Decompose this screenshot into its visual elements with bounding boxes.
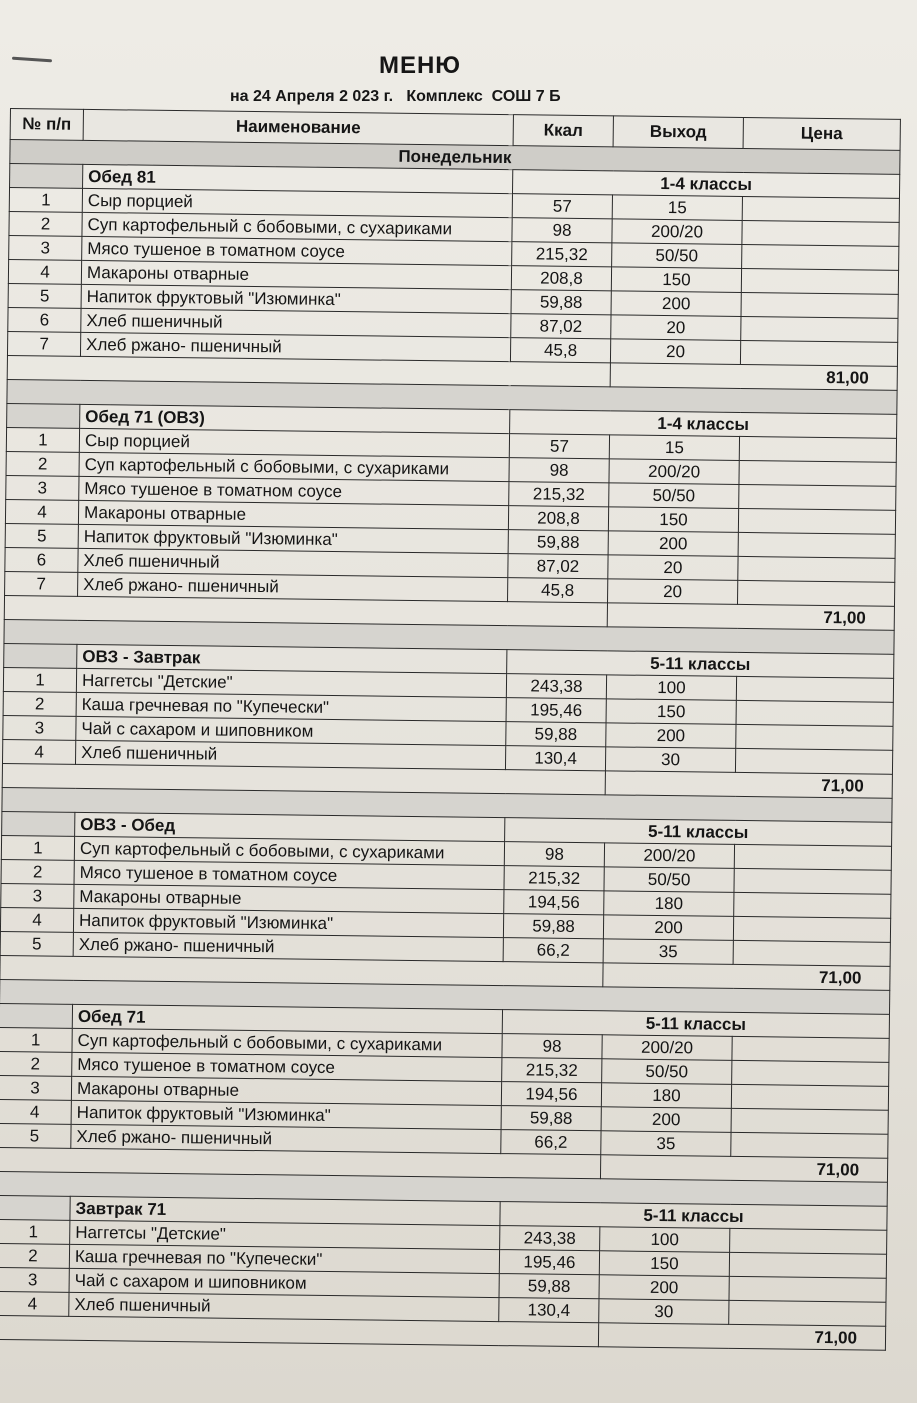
section-title: Обед 71 [72,1004,502,1033]
section-num-cell [0,1195,70,1220]
item-kcal: 208,8 [508,506,608,531]
item-output: 50/50 [604,867,734,893]
item-price [731,1108,888,1134]
item-output: 100 [606,675,736,701]
item-price [733,940,890,966]
item-kcal: 215,32 [512,242,612,267]
item-output: 150 [608,507,738,533]
item-kcal: 57 [509,434,609,459]
header-price: Цена [743,117,900,150]
item-output: 200 [599,1275,729,1301]
item-name: Хлеб ржано- пшеничный [78,572,508,601]
header-kcal: Ккал [513,115,613,147]
menu-table [0,108,901,1351]
item-kcal: 130,4 [499,1298,599,1323]
section-total-price: 81,00 [610,363,897,391]
item-kcal: 98 [502,1034,602,1059]
item-price [729,1300,886,1326]
item-number: 6 [5,547,78,572]
item-name: Наггетсы "Детские" [70,1220,500,1249]
item-number: 1 [0,1027,72,1052]
item-number: 1 [3,667,76,692]
item-kcal: 59,88 [511,290,611,315]
item-name: Чай с сахаром и шиповником [69,1268,499,1297]
page-title: МЕНЮ [378,52,462,79]
item-price [733,916,890,942]
item-output: 200 [608,531,738,557]
item-output: 35 [601,1131,731,1157]
item-kcal: 194,56 [504,890,604,915]
item-name: Хлеб ржано- пшеничный [71,1124,501,1153]
item-kcal: 195,46 [499,1250,599,1275]
item-name: Каша гречневая по "Купечески" [69,1244,499,1273]
item-number: 3 [3,715,76,740]
item-output: 15 [612,195,742,221]
menu-body [0,140,900,1351]
item-output: 200 [606,723,736,749]
item-name: Напиток фруктовый "Изюминка" [81,284,511,313]
item-price [742,220,899,246]
item-output: 200 [603,915,733,941]
item-number: 2 [9,211,82,236]
section-num-cell [7,403,80,428]
section-grade: 1-4 классы [510,410,897,439]
item-number: 2 [0,1051,72,1076]
day-label: Понедельник [10,140,900,175]
item-name: Суп картофельный с бобовыми, с сухариками [79,452,509,481]
item-number: 2 [0,1243,70,1268]
item-name: Хлеб пшеничный [81,308,511,337]
item-kcal: 59,88 [506,722,606,747]
item-output: 20 [610,339,740,365]
item-name: Чай с сахаром и шиповником [76,716,506,745]
item-name: Напиток фруктовый "Изюминка" [73,908,503,937]
item-number: 4 [2,739,75,764]
item-name: Хлеб пшеничный [78,548,508,577]
item-name: Каша гречневая по "Купечески" [76,692,506,721]
item-output: 20 [607,579,737,605]
section-grade: 5-11 классы [500,1202,887,1231]
item-name: Мясо тушеное в томатном соусе [79,476,509,505]
item-output: 30 [599,1299,729,1325]
item-price [742,244,899,270]
item-number: 4 [5,499,78,524]
item-price [739,436,896,462]
item-price [735,748,892,774]
item-output: 100 [600,1227,730,1253]
item-name: Мясо тушеное в томатном соусе [82,236,512,265]
header-output: Выход [613,116,743,149]
item-number: 4 [0,1099,71,1124]
item-name: Мясо тушеное в томатном соусе [72,1052,502,1081]
item-output: 30 [605,747,735,773]
item-price [738,556,895,582]
item-number: 2 [3,691,76,716]
item-output: 200 [601,1107,731,1133]
item-number: 4 [0,1291,69,1316]
item-name: Суп картофельный с бобовыми, с сухариками [72,1028,502,1057]
item-number: 3 [9,235,82,260]
item-number: 1 [6,427,79,452]
item-number: 1 [9,188,82,213]
item-name: Макароны отварные [78,500,508,529]
item-kcal: 57 [512,194,612,219]
item-price [736,676,893,702]
section-title: ОВЗ - Обед [75,812,505,841]
section-total-price: 71,00 [598,1323,885,1351]
item-kcal: 208,8 [511,266,611,291]
item-kcal: 59,88 [508,530,608,555]
item-name: Суп картофельный с бобовыми, с сухариками [82,212,512,241]
item-price [738,508,895,534]
section-title: Обед 71 (ОВЗ) [80,404,510,433]
item-name: Напиток фруктовый "Изюминка" [71,1100,501,1129]
item-number: 5 [0,1123,71,1148]
item-output: 15 [609,435,739,461]
section-title: Завтрак 71 [70,1196,500,1225]
item-kcal: 45,8 [510,338,610,363]
item-number: 3 [6,475,79,500]
item-name: Сыр порцией [82,188,512,217]
item-price [732,1036,889,1062]
item-output: 150 [611,267,741,293]
item-price [737,580,894,606]
item-number: 7 [5,571,78,596]
item-name: Хлеб ржано- пшеничный [80,332,510,361]
section-num-cell [10,164,83,189]
item-number: 3 [0,1075,72,1100]
item-price [734,844,891,870]
item-price [741,292,898,318]
item-number: 6 [8,307,81,332]
item-price [741,316,898,342]
item-kcal: 243,38 [506,674,606,699]
item-kcal: 215,32 [504,866,604,891]
section-total-price: 71,00 [605,771,892,799]
item-number: 5 [8,283,81,308]
item-price [731,1132,888,1158]
item-price [729,1252,886,1278]
item-kcal: 130,4 [505,746,605,771]
item-output: 35 [603,939,733,965]
section-title: ОВЗ - Завтрак [77,644,507,673]
item-name: Наггетсы "Детские" [76,668,506,697]
item-price [736,724,893,750]
item-output: 150 [606,699,736,725]
item-output: 200/20 [609,459,739,485]
item-kcal: 66,2 [503,938,603,963]
item-price [738,532,895,558]
item-kcal: 87,02 [508,554,608,579]
item-output: 200/20 [612,219,742,245]
item-number: 2 [6,451,79,476]
item-name: Макароны отварные [74,884,504,913]
item-output: 50/50 [612,243,742,269]
item-price [739,484,896,510]
item-output: 200/20 [602,1035,732,1061]
item-number: 3 [0,1267,69,1292]
item-name: Макароны отварные [81,260,511,289]
section-grade: 5-11 классы [502,1010,889,1039]
item-kcal: 98 [512,218,612,243]
item-output: 200/20 [604,843,734,869]
item-kcal: 98 [504,842,604,867]
item-number: 2 [1,859,74,884]
item-number: 1 [1,835,74,860]
item-name: Сыр порцией [79,428,509,457]
item-kcal: 195,46 [506,698,606,723]
item-number: 4 [8,259,81,284]
item-number: 1 [0,1219,70,1244]
item-price [729,1276,886,1302]
item-name: Суп картофельный с бобовыми, с сухариками [74,836,504,865]
item-price [739,460,896,486]
item-kcal: 59,88 [499,1274,599,1299]
item-output: 180 [604,891,734,917]
item-name: Макароны отварные [71,1076,501,1105]
item-kcal: 194,56 [501,1082,601,1107]
item-number: 5 [5,523,78,548]
item-kcal: 59,88 [503,914,603,939]
item-number: 5 [0,931,73,956]
page-subtitle: на 24 Апреля 2 023 г. Комплекс СОШ 7 Б [230,88,561,105]
item-number: 7 [7,331,80,356]
item-kcal: 215,32 [509,482,609,507]
header-name: Наименование [83,109,513,145]
item-name: Напиток фруктовый "Изюминка" [78,524,508,553]
item-kcal: 243,38 [500,1226,600,1251]
item-number: 3 [1,883,74,908]
section-num-cell [0,1003,73,1028]
item-kcal: 215,32 [502,1058,602,1083]
item-output: 150 [599,1251,729,1277]
section-total-price: 71,00 [600,1155,887,1183]
section-num-cell [4,643,77,668]
item-price [731,1084,888,1110]
section-total-price: 71,00 [607,603,894,631]
item-price [736,700,893,726]
item-price [741,268,898,294]
item-price [730,1228,887,1254]
item-name: Мясо тушеное в томатном соусе [74,860,504,889]
section-grade: 5-11 классы [507,650,894,679]
item-name: Хлеб пшеничный [75,740,505,769]
item-output: 20 [611,315,741,341]
item-price [734,892,891,918]
item-output: 50/50 [602,1059,732,1085]
item-kcal: 45,8 [508,578,608,603]
item-number: 4 [0,907,73,932]
section-num-cell [2,811,75,836]
section-grade: 1-4 классы [512,170,899,199]
item-name: Хлеб пшеничный [69,1292,499,1321]
item-kcal: 98 [509,458,609,483]
item-kcal: 66,2 [501,1130,601,1155]
section-total-price: 71,00 [603,963,890,991]
item-price [734,868,891,894]
item-kcal: 59,88 [501,1106,601,1131]
item-output: 50/50 [609,483,739,509]
item-output: 180 [601,1083,731,1109]
section-title: Обед 81 [83,164,513,193]
item-price [740,340,897,366]
item-output: 200 [611,291,741,317]
section-grade: 5-11 классы [505,818,892,847]
item-price [732,1060,889,1086]
item-output: 20 [608,555,738,581]
item-kcal: 87,02 [511,314,611,339]
header-num: № п/п [10,109,83,141]
item-name: Хлеб ржано- пшеничный [73,932,503,961]
item-price [742,196,899,222]
